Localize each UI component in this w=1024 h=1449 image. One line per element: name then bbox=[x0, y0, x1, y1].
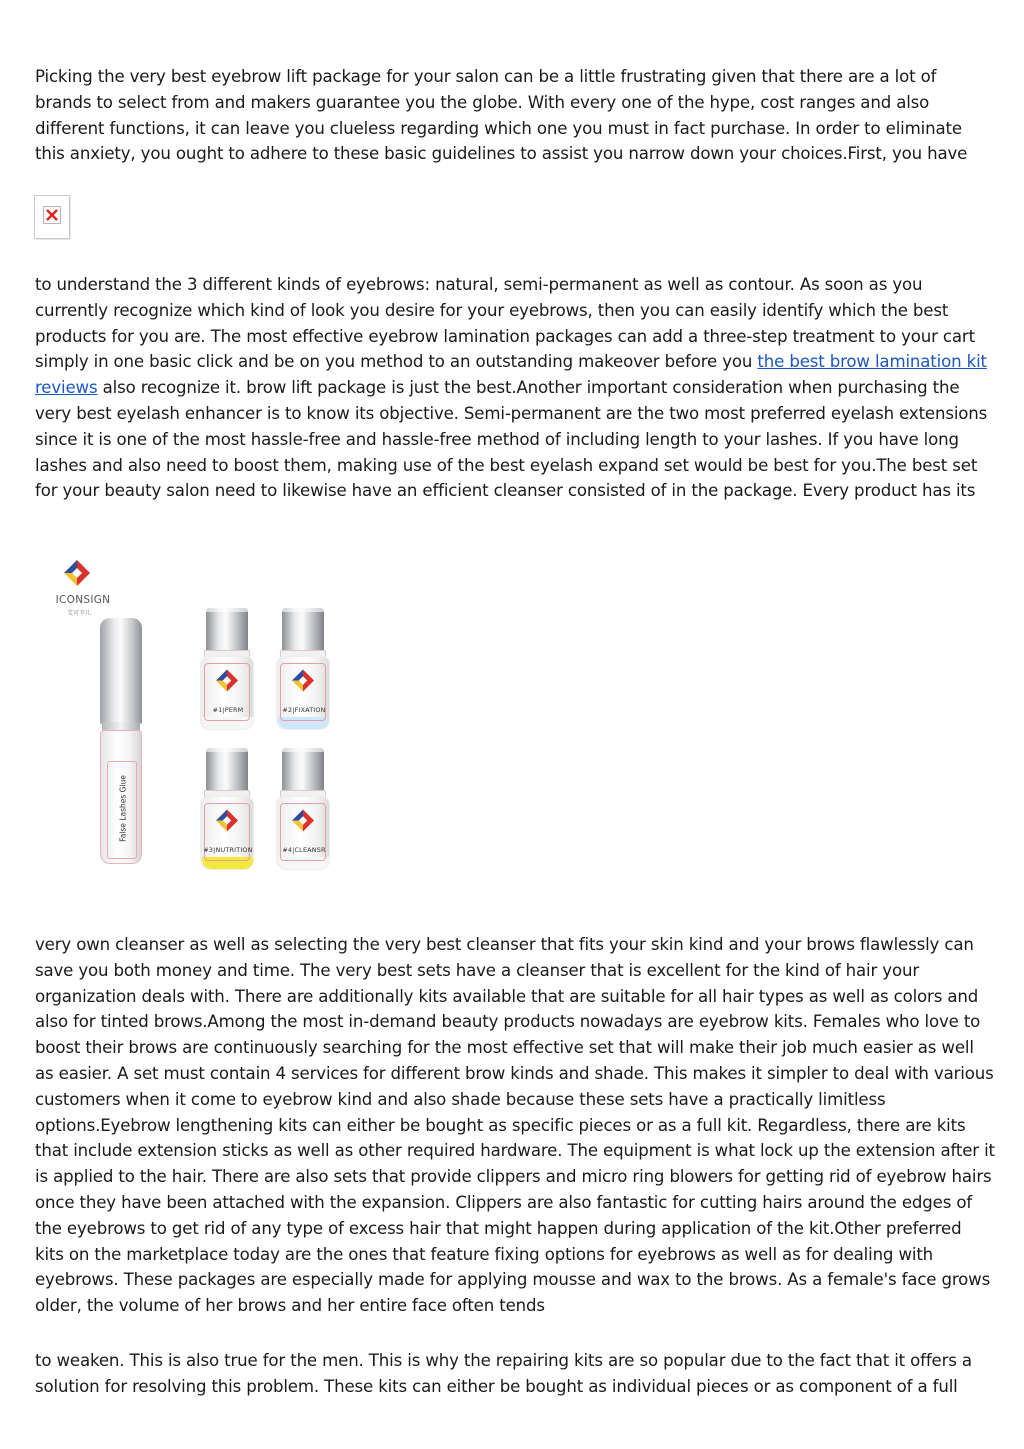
bottle-label: #4|CLEANSR bbox=[282, 846, 326, 854]
paragraph-2-text-b: also recognize it. brow lift package is just the best.Another important consideration when purchasing the very best eyelash enhancer is to know its objective. Semi-permanent are the two most preferred eyelash extensions since it is one of the most hassle-free and hassle-free method of including length to your lashes. If you have long lashes and also need to boost them, making use of the best eyelash expand set would be best for you.The best set for your beauty salon need to likewise have an efficient cleanser consisted of in the package. Every product has its bbox=[35, 378, 988, 501]
paragraph-2-text-a: to understand the 3 different kinds of eyebrows: natural, semi-permanent as well as contour. As soon as you currently recognize which kind of look you desire for your eyebrows, then you can easily identify which the best products for you are. The most effective eyebrow lamination packages can add a three-step treatment to your cart simply in one basic click and be on you method to an outstanding makeover before you bbox=[35, 275, 975, 372]
broken-image-placeholder bbox=[34, 195, 70, 239]
glue-tube-body bbox=[100, 730, 142, 864]
paragraph-1: Picking the very best eyebrow lift package for your salon can be a little frustrating given that there are a lot of brands to select from and makers guarantee you the globe. With every one of the hype, cost ranges and also different functions, it can leave you clueless regarding which one you must in fact purchase. In order to eliminate this anxiety, you ought to adhere to these basic guidelines to assist you narrow down your choices.First, you have bbox=[35, 67, 968, 164]
broken-image-icon bbox=[43, 206, 61, 224]
bottle-label: #2|FIXATION bbox=[282, 706, 326, 714]
paragraph-4: to weaken. This is also true for the men. This is why the repairing kits are so popular due to the fact that it offers a solution for resolving this problem. These kits can either be bought as individual pieces or as component of a full bbox=[35, 1351, 972, 1396]
nutrition-bottle bbox=[200, 748, 256, 872]
iconsign-logo-icon bbox=[292, 669, 314, 697]
bottle-label: #1|PERM bbox=[212, 706, 244, 714]
bottle-label: #3|NUTRITION bbox=[203, 846, 253, 854]
glue-cap bbox=[100, 618, 142, 724]
glue-label: False Lashes Glue bbox=[118, 775, 128, 842]
iconsign-logo-icon bbox=[216, 809, 238, 837]
paragraph-3: very own cleanser as well as selecting the very best cleanser that fits your skin kind and your brows flawlessly can save you both money and time. The very best sets have a cleanser that is excellent for the kind of hair your organization deals with. There are additionally kits available that are suitable for all hair types as well as colors and also for tinted brows.Among the most in-demand beauty products nowadays are eyebrow kits. Females who love to boost their brows are continuously searching for the most effective set that will make their job much easier as well as easier. A set must contain 4 services for different brow kinds and shade. This makes it simpler to deal with various customers when it come to eyebrow kind and also shade because these sets have a practically limitless options.Eyebrow lengthening kits can either be bought as specific pieces or as a full kit. Regardless, there are kits that include extension sticks as well as other required hardware. The equipment is what lock up the extension after it is applied to the hair. There are also sets that provide clippers and micro ring blowers for getting rid of eyebrow hairs once they have been attached with the expansion. Clippers are also fantastic for cutting hairs around the edges of the eyebrows to get rid of any type of excess hair that might happen during application of the kit.Other preferred kits on the marketplace today are the ones that feature fixing options for eyebrows as well as for dealing with eyebrows. These packages are especially made for applying mousse and wax to the brows. As a female's face grows older, the volume of her brows and her entire face often tends bbox=[35, 935, 995, 1316]
product-image bbox=[40, 556, 340, 876]
iconsign-logo-icon bbox=[216, 669, 238, 697]
cleanser-bottle bbox=[276, 748, 332, 872]
brand-name: ICONSIGN bbox=[55, 594, 111, 606]
iconsign-logo-icon bbox=[292, 809, 314, 837]
paragraph-2 bbox=[35, 272, 995, 504]
iconsign-logo-icon bbox=[64, 560, 90, 596]
lash-glue-tube bbox=[96, 618, 152, 878]
brand-subtitle: 艾可辛儿 bbox=[66, 610, 91, 617]
perm-bottle bbox=[200, 608, 256, 732]
brow-lamination-reviews-link[interactable]: the best brow lamination kit reviews bbox=[35, 352, 987, 398]
fixation-bottle bbox=[276, 608, 332, 732]
